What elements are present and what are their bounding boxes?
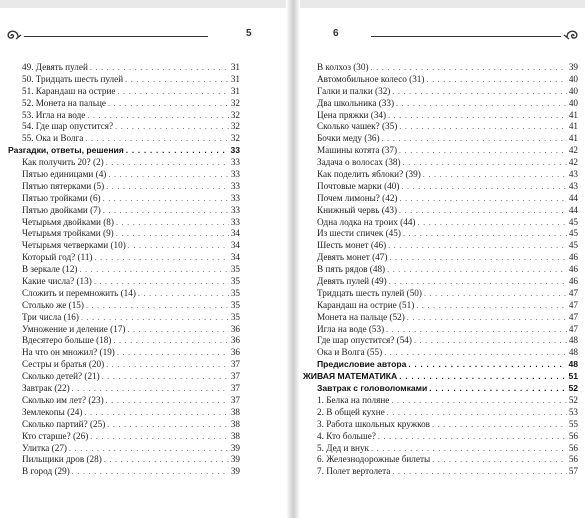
dot-leader xyxy=(429,383,566,395)
toc-entry-title: Шесть монет (46) xyxy=(317,240,387,251)
toc-entry-page: 43 xyxy=(568,169,578,180)
dot-leader xyxy=(432,454,567,466)
page-number: 6 xyxy=(333,28,339,39)
toc-entry-page: 48 xyxy=(568,335,578,346)
dot-leader xyxy=(408,359,566,371)
toc-entry-title: Разгадки, ответы, решения xyxy=(8,145,124,156)
toc-entry-title: Улитка (27) xyxy=(22,442,67,453)
page-header-right xyxy=(295,28,585,44)
toc-entry-title: 55. Ока и Волга xyxy=(22,133,84,144)
toc-entry-title: Сколько чашек? (35) xyxy=(317,121,398,132)
toc-entry xyxy=(8,181,240,193)
dot-leader xyxy=(85,133,228,145)
dot-leader xyxy=(424,288,567,300)
dot-leader xyxy=(128,240,229,252)
toc-entry-page: 38 xyxy=(230,406,240,417)
toc-entry-title: Книжный червь (43) xyxy=(317,204,398,215)
toc-entry xyxy=(8,276,240,288)
toc-entry-title: 5. Дед и внук xyxy=(317,442,370,453)
toc-entry-title: Три числа (16) xyxy=(22,311,79,322)
toc-entry-page: 39 xyxy=(230,442,240,453)
dot-leader xyxy=(423,169,567,181)
dot-leader xyxy=(391,395,567,407)
dot-leader xyxy=(106,157,229,169)
toc-entry xyxy=(8,252,240,264)
toc-entry-page: 39 xyxy=(230,466,240,477)
toc-entry-title: Одна лодка на троих (44) xyxy=(317,216,416,227)
toc-entry xyxy=(303,145,578,157)
toc-entry-page: 34 xyxy=(230,252,240,263)
toc-entry-title: В зеркале (12) xyxy=(22,264,78,275)
toc-entry-title: 4. Кто больше? xyxy=(317,430,376,441)
header-rule xyxy=(371,36,561,37)
left-page xyxy=(0,8,290,518)
toc-entry xyxy=(8,288,240,300)
dot-leader xyxy=(387,407,567,419)
dot-leader xyxy=(371,443,567,455)
toc-entry-page: 47 xyxy=(568,287,578,298)
toc-entry xyxy=(8,169,240,181)
dot-leader xyxy=(407,312,567,324)
toc-entry-page: 32 xyxy=(230,121,240,132)
toc-entry xyxy=(8,264,240,276)
toc-entry xyxy=(303,86,578,98)
toc-entry xyxy=(8,371,240,383)
toc-entry xyxy=(8,359,240,371)
dot-leader xyxy=(371,62,567,74)
dot-leader xyxy=(426,74,566,86)
toc-entry-page: 36 xyxy=(230,347,240,358)
toc-entry-title: Пильщики дров (28) xyxy=(22,454,102,465)
toc-entry-title: Почтовые марки (40) xyxy=(317,180,400,191)
toc-entry xyxy=(303,324,578,336)
toc-entry xyxy=(303,371,578,383)
toc-entry-page: 40 xyxy=(568,97,578,108)
toc-entry-page: 44 xyxy=(568,204,578,215)
toc-entry-page: 41 xyxy=(568,109,578,120)
toc-entry-title: 6. Железнодорожные билеты xyxy=(317,454,431,465)
toc-entry-page: 38 xyxy=(230,418,240,429)
toc-entry-title: Пятью двойками (7) xyxy=(22,204,101,215)
dot-leader xyxy=(432,419,567,431)
dot-leader xyxy=(388,110,567,122)
toc-entry xyxy=(303,276,578,288)
dot-leader xyxy=(414,335,567,347)
toc-entry-page: 45 xyxy=(568,216,578,227)
toc-entry-page: 40 xyxy=(568,73,578,84)
dot-leader xyxy=(81,312,229,324)
toc-entry-page: 47 xyxy=(568,299,578,310)
toc-entry xyxy=(8,157,240,169)
toc-entry-title: 1. Белка на поляне xyxy=(317,394,390,405)
toc-entry-page: 41 xyxy=(568,121,578,132)
header-rule xyxy=(24,36,208,37)
toc-entry-page: 44 xyxy=(568,192,578,203)
toc-entry-page: 46 xyxy=(568,252,578,263)
toc-entry-page: 34 xyxy=(230,240,240,251)
toc-entry xyxy=(303,121,578,133)
toc-entry-title: Цена пряжки (34) xyxy=(317,109,387,120)
toc-entry-page: 35 xyxy=(230,299,240,310)
toc-entry-title: 7. Полет вертолета xyxy=(317,466,391,477)
toc-entry xyxy=(303,395,578,407)
toc-entry xyxy=(8,335,240,347)
toc-entry xyxy=(8,193,240,205)
toc-entry-page: 52 xyxy=(568,383,578,394)
toc-entry-title: Пятью пятерками (5) xyxy=(22,180,105,191)
toc-entry xyxy=(8,228,240,240)
toc-entry-page: 37 xyxy=(230,359,240,370)
toc-entry xyxy=(303,359,578,371)
toc-entry-title: 52. Монета на пальце xyxy=(22,97,106,108)
dot-leader xyxy=(399,371,566,383)
toc-entry-page: 37 xyxy=(230,394,240,405)
toc-entry-page: 39 xyxy=(230,454,240,465)
dot-leader xyxy=(87,110,228,122)
toc-entry-page: 46 xyxy=(568,276,578,287)
toc-entry xyxy=(303,407,578,419)
toc-entry-page: 33 xyxy=(230,192,240,203)
toc-entry xyxy=(8,240,240,252)
dot-leader xyxy=(125,74,229,86)
dot-leader xyxy=(416,300,567,312)
toc-entry-title: Сложить и перемножить (14) xyxy=(22,287,136,298)
dot-leader xyxy=(389,252,566,264)
dot-leader xyxy=(392,86,566,98)
toc-entry-title: Сколько им лет? (23) xyxy=(22,394,104,405)
toc-entry-page: 48 xyxy=(568,359,578,370)
dot-leader xyxy=(126,145,229,157)
toc-entry-page: 35 xyxy=(230,311,240,322)
toc-entry-title: Как поделить яблоки? (39) xyxy=(317,169,421,180)
page-number: 5 xyxy=(246,28,252,39)
toc-entry-page: 39 xyxy=(568,62,578,72)
toc-entry-title: Девять пулей (49) xyxy=(317,276,387,287)
toc-entry-title: Автомобильное колесо (31) xyxy=(317,73,425,84)
dot-leader xyxy=(401,181,566,193)
dot-leader xyxy=(72,466,229,478)
toc-entry xyxy=(8,133,240,145)
toc-entry-page: 55 xyxy=(568,418,578,429)
scroll-flourish-icon xyxy=(4,28,22,42)
dot-leader xyxy=(399,205,567,217)
toc-entry xyxy=(303,383,578,395)
toc-entry xyxy=(8,98,240,110)
dot-leader xyxy=(138,288,229,300)
toc-entry-page: 48 xyxy=(568,347,578,358)
toc-entry-title: 51. Карандаш на острие xyxy=(22,85,116,96)
toc-entry-title: В колхоз (30) xyxy=(317,62,369,72)
dot-leader xyxy=(115,121,229,133)
book-gutter xyxy=(286,0,300,518)
toc-entry-page: 36 xyxy=(230,335,240,346)
dot-leader xyxy=(399,121,567,133)
toc-entry-title: Девять монет (47) xyxy=(317,252,388,263)
toc-entry-title: Галки и палки (32) xyxy=(317,85,391,96)
toc-entry xyxy=(303,181,578,193)
toc-entry-title: Тридцать шесть пулей (50) xyxy=(317,287,422,298)
toc-entry-page: 33 xyxy=(230,204,240,215)
page-header-left xyxy=(0,28,290,44)
dot-leader xyxy=(418,217,567,229)
toc-entry-title: Почем лимоны? (42) xyxy=(317,192,398,203)
dot-leader xyxy=(399,145,567,157)
toc-entry xyxy=(8,383,240,395)
toc-entry-page: 38 xyxy=(230,430,240,441)
dot-leader xyxy=(102,371,229,383)
dot-leader xyxy=(107,419,229,431)
toc-entry xyxy=(303,454,578,466)
dot-leader xyxy=(69,443,229,455)
toc-entry-title: 3. Работа школьных кружков xyxy=(317,418,431,429)
toc-entry-title: 2. В общей кухне xyxy=(317,406,385,417)
toc-entry-page: 56 xyxy=(568,454,578,465)
toc-entry-title: В пять рядов (48) xyxy=(317,264,386,275)
dot-leader xyxy=(116,228,229,240)
toc-entry-page: 32 xyxy=(230,133,240,144)
toc-entry xyxy=(8,110,240,122)
toc-entry-title: ЖИВАЯ МАТЕМАТИКА xyxy=(303,371,398,382)
dot-leader xyxy=(127,324,228,336)
toc-entry-page: 57 xyxy=(568,466,578,477)
right-page xyxy=(295,8,585,518)
toc-entry xyxy=(8,395,240,407)
toc-entry xyxy=(303,431,578,443)
toc-entry xyxy=(8,454,240,466)
toc-entry-title: Землекопы (24) xyxy=(22,406,83,417)
toc-entry-page: 43 xyxy=(568,180,578,191)
toc-entry-title: Четырьмя двойками (8) xyxy=(22,216,114,227)
toc-entry-title: Завтрак с головоломками xyxy=(317,383,428,394)
toc-entry xyxy=(8,86,240,98)
toc-entry-title: Сколько партий? (25) xyxy=(22,418,106,429)
toc-entry xyxy=(8,300,240,312)
toc-entry xyxy=(303,466,578,478)
toc-list xyxy=(8,62,240,478)
toc-entry-title: 54. Где шар опустится? xyxy=(22,121,114,132)
toc-entry-page: 35 xyxy=(230,276,240,287)
toc-entry-page: 40 xyxy=(568,85,578,96)
toc-entry-title: Ока и Волга (55) xyxy=(317,347,383,358)
toc-entry-title: Четырьмя тройками (9) xyxy=(22,228,114,239)
toc-entry xyxy=(8,312,240,324)
toc-entry xyxy=(303,98,578,110)
toc-entry-page: 34 xyxy=(230,228,240,239)
dot-leader xyxy=(113,335,228,347)
toc-entry xyxy=(303,193,578,205)
toc-entry-page: 46 xyxy=(568,264,578,275)
dot-leader xyxy=(387,264,567,276)
toc-entry-page: 42 xyxy=(568,157,578,168)
dot-leader xyxy=(108,169,228,181)
toc-entry-page: 52 xyxy=(568,394,578,405)
dot-leader xyxy=(403,157,567,169)
toc-entry xyxy=(303,240,578,252)
toc-entry-title: Кто старше? (26) xyxy=(22,430,89,441)
toc-entry-title: Игла на воде (53) xyxy=(317,323,385,334)
scroll-flourish-icon xyxy=(563,28,581,42)
dot-leader xyxy=(103,205,229,217)
toc-entry-title: Два школьника (33) xyxy=(317,97,395,108)
dot-leader xyxy=(103,193,229,205)
dot-leader xyxy=(386,324,567,336)
toc-entry xyxy=(8,443,240,455)
toc-entry-page: 41 xyxy=(568,133,578,144)
toc-entry-title: 49. Девять пулей xyxy=(22,62,88,72)
dot-leader xyxy=(94,276,229,288)
toc-entry xyxy=(8,74,240,86)
toc-entry-title: Задача о волосах (38) xyxy=(317,157,401,168)
toc-entry-page: 45 xyxy=(568,240,578,251)
toc-entry xyxy=(303,110,578,122)
toc-entry xyxy=(8,407,240,419)
toc-entry-page: 36 xyxy=(230,323,240,334)
dot-leader xyxy=(106,181,229,193)
toc-entry-title: Пятью единицами (4) xyxy=(22,169,107,180)
dot-leader xyxy=(84,407,228,419)
dot-leader xyxy=(106,359,229,371)
dot-leader xyxy=(86,300,229,312)
toc-entry-page: 35 xyxy=(230,287,240,298)
toc-entry-page: 45 xyxy=(568,228,578,239)
toc-entry-page: 32 xyxy=(230,97,240,108)
toc-entry-page: 33 xyxy=(230,157,240,168)
toc-entry-title: Четырьмя четверками (10) xyxy=(22,240,126,251)
toc-entry-title: Как получить 20? (2) xyxy=(22,157,104,168)
toc-entry-page: 33 xyxy=(230,180,240,191)
toc-entry xyxy=(8,205,240,217)
toc-entry-page: 33 xyxy=(230,216,240,227)
toc-entry xyxy=(303,157,578,169)
toc-entry-page: 31 xyxy=(230,62,240,72)
toc-entry-title: Пятью тройками (6) xyxy=(22,192,101,203)
toc-entry xyxy=(303,169,578,181)
toc-entry-page: 51 xyxy=(568,371,578,382)
dot-leader xyxy=(104,454,229,466)
toc-entry xyxy=(8,62,240,74)
toc-entry xyxy=(303,419,578,431)
dot-leader xyxy=(108,98,229,110)
toc-entry-page: 37 xyxy=(230,383,240,394)
toc-entry xyxy=(8,324,240,336)
toc-entry-title: Карандаш на острие (51) xyxy=(317,299,415,310)
toc-entry-page: 31 xyxy=(230,85,240,96)
dot-leader xyxy=(382,133,567,145)
toc-entry xyxy=(303,264,578,276)
toc-entry-page: 31 xyxy=(230,73,240,84)
dot-leader xyxy=(72,383,229,395)
toc-entry-title: Столько же (15) xyxy=(22,299,84,310)
toc-entry-page: 56 xyxy=(568,442,578,453)
dot-leader xyxy=(117,347,229,359)
toc-entry-title: Где шар опустится? (54) xyxy=(317,335,412,346)
toc-entry xyxy=(303,300,578,312)
dot-leader xyxy=(384,347,567,359)
toc-entry xyxy=(303,205,578,217)
toc-entry-page: 35 xyxy=(230,264,240,275)
toc-entry xyxy=(8,347,240,359)
toc-entry xyxy=(303,288,578,300)
toc-entry xyxy=(303,217,578,229)
dot-leader xyxy=(118,86,229,98)
toc-entry-title: Завтрак (22) xyxy=(22,383,70,394)
toc-entry-title: В город (29) xyxy=(22,466,70,477)
toc-entry xyxy=(303,74,578,86)
toc-entry xyxy=(8,431,240,443)
dot-leader xyxy=(403,228,567,240)
toc-entry-page: 56 xyxy=(568,430,578,441)
dot-leader xyxy=(392,466,566,478)
toc-entry-page: 32 xyxy=(230,109,240,120)
toc-entry-title: Бочки меду (36) xyxy=(317,133,380,144)
toc-entry-title: Вдесятеро больше (18) xyxy=(22,335,112,346)
toc-entry-title: Умножение и деление (17) xyxy=(22,323,126,334)
toc-entry-title: Монета на пальце (52) xyxy=(317,311,405,322)
dot-leader xyxy=(389,276,567,288)
toc-entry xyxy=(303,228,578,240)
dot-leader xyxy=(116,217,229,229)
toc-entry-title: 53. Игла на воде xyxy=(22,109,86,120)
dot-leader xyxy=(90,431,229,443)
toc-entry-page: 33 xyxy=(230,169,240,180)
toc-entry-page: 42 xyxy=(568,145,578,156)
toc-entry-title: Предисловие автора xyxy=(317,359,407,370)
toc-entry-title: 50. Тридцать шесть пулей xyxy=(22,73,124,84)
toc-entry-page: 53 xyxy=(568,406,578,417)
toc-entry xyxy=(303,133,578,145)
toc-entry-title: Сестры и братья (20) xyxy=(22,359,105,370)
dot-leader xyxy=(95,252,229,264)
toc-entry-page: 47 xyxy=(568,311,578,322)
toc-entry-page: 33 xyxy=(230,145,240,156)
dot-leader xyxy=(396,98,567,110)
toc-entry xyxy=(8,217,240,229)
dot-leader xyxy=(106,395,229,407)
toc-entry-page: 47 xyxy=(568,323,578,334)
toc-entry-title: Который год? (11) xyxy=(22,252,93,263)
dot-leader xyxy=(388,240,567,252)
toc-entry xyxy=(8,466,240,478)
toc-entry xyxy=(303,312,578,324)
toc-entry xyxy=(8,145,240,157)
toc-entry-page: 37 xyxy=(230,371,240,382)
toc-entry-title: На что он множил? (19) xyxy=(22,347,115,358)
toc-entry xyxy=(303,347,578,359)
toc-entry-title: Из шести спичек (45) xyxy=(317,228,401,239)
toc-entry xyxy=(303,335,578,347)
dot-leader xyxy=(378,431,567,443)
dot-leader xyxy=(399,193,566,205)
toc-entry xyxy=(303,62,578,74)
toc-entry xyxy=(8,419,240,431)
dot-leader xyxy=(90,62,229,74)
toc-entry xyxy=(8,121,240,133)
toc-entry-title: Сколько детей? (21) xyxy=(22,371,100,382)
toc-entry xyxy=(303,252,578,264)
toc-entry-title: Какие числа? (13) xyxy=(22,276,92,287)
toc-entry-title: Машины котята (37) xyxy=(317,145,398,156)
dot-leader xyxy=(79,264,228,276)
toc-entry xyxy=(303,443,578,455)
toc-list xyxy=(303,62,578,478)
